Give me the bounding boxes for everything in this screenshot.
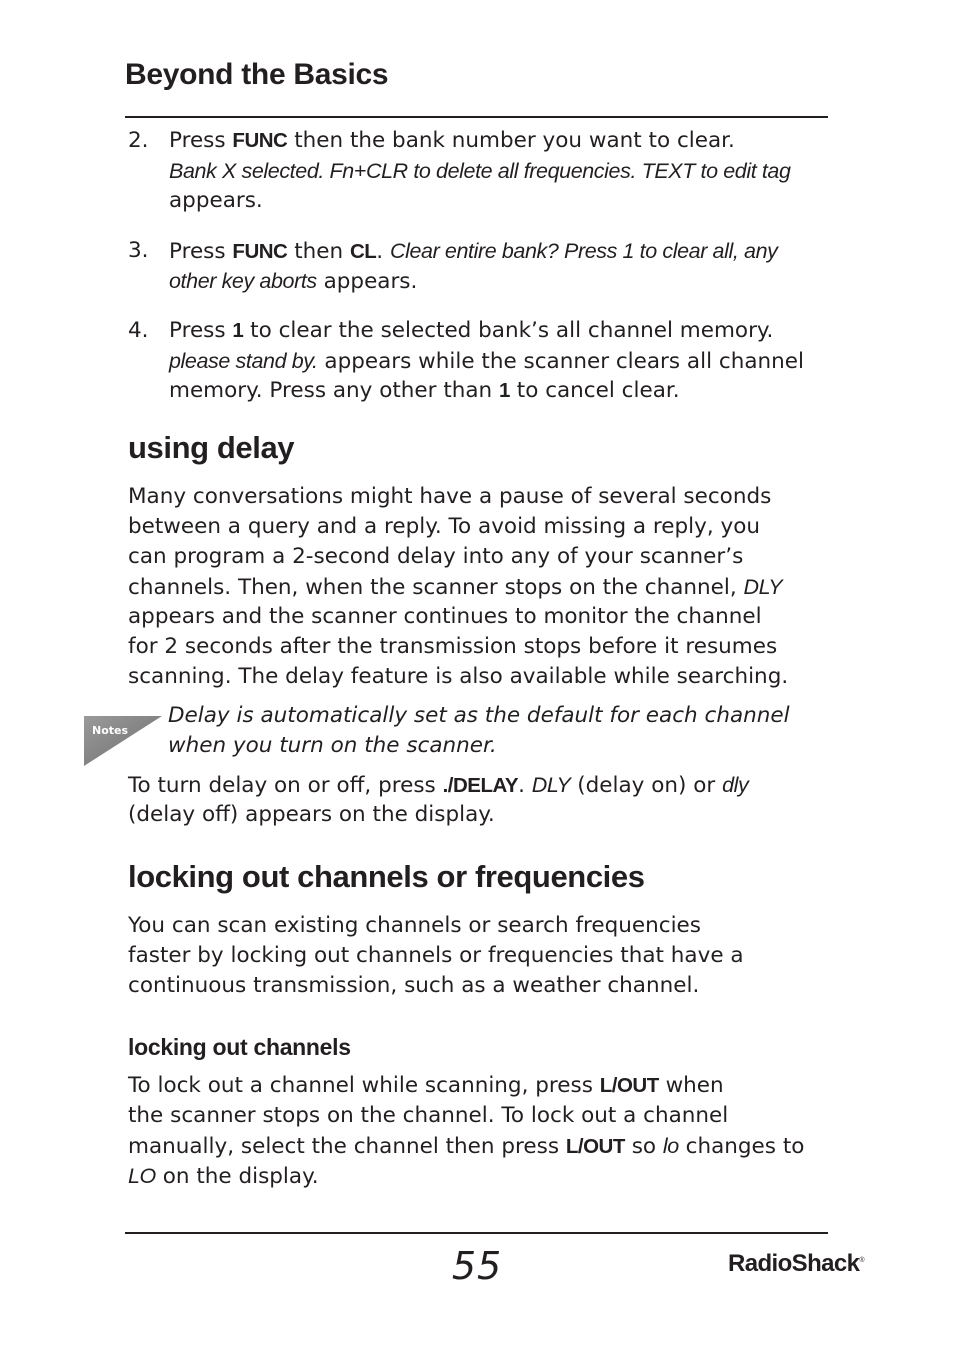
display-message: dly <box>722 773 749 797</box>
page-number: 55 <box>451 1244 503 1288</box>
step-number: 3. <box>128 238 149 263</box>
key-func: FUNC <box>232 240 288 263</box>
paragraph-line: the scanner stops on the channel. To lock out a channel <box>128 1103 729 1128</box>
display-message: DLY <box>743 575 783 599</box>
paragraph-text: . <box>518 773 532 798</box>
paragraph-text: (delay on) or <box>570 773 723 798</box>
paragraph-line: (delay off) appears on the display. <box>128 802 495 827</box>
step-text: memory. Press any other than <box>169 378 500 403</box>
display-message: lo <box>662 1134 679 1158</box>
key-lout: L/OUT <box>565 1135 625 1158</box>
display-message: Bank X selected. Fn+CLR to delete all frequencies. TEXT to edit tag <box>169 159 791 183</box>
step-text: . <box>376 239 390 264</box>
paragraph-text: changes to <box>678 1134 805 1159</box>
step-text: appears. <box>169 188 263 213</box>
paragraph-line: faster by locking out channels or frequencies that have a <box>128 943 744 968</box>
step-number: 4. <box>128 318 149 343</box>
paragraph-line: Many conversations might have a pause of several seconds <box>128 484 772 509</box>
note-text <box>168 701 838 761</box>
display-message: Clear entire bank? Press 1 to clear all, any <box>389 239 778 263</box>
paragraph-text: when <box>658 1073 724 1098</box>
paragraph-line: scanning. The delay feature is also available while searching. <box>128 664 789 689</box>
footer-rule <box>125 1232 828 1234</box>
note-line: Delay is automatically set as the default for each channel <box>168 703 790 728</box>
key-func: FUNC <box>232 129 288 152</box>
step-text: then <box>287 239 350 264</box>
header-rule <box>125 116 828 118</box>
display-message: please stand by. <box>169 349 318 373</box>
paragraph-text: manually, select the channel then press <box>128 1134 566 1159</box>
step-text: to clear the selected bank’s all channel memory. <box>243 318 774 343</box>
paragraph-line: You can scan existing channels or search frequencies <box>128 913 701 938</box>
paragraph-line: continuous transmission, such as a weather channel. <box>128 973 700 998</box>
paragraph-text: so <box>624 1134 663 1159</box>
paragraph-line: between a query and a reply. To avoid missing a reply, you <box>128 514 761 539</box>
delay-toggle-paragraph <box>128 770 838 830</box>
heading-locking-out: locking out channels or frequencies <box>128 859 645 894</box>
paragraph-line: can program a 2-second delay into any of your scanner’s <box>128 544 744 569</box>
key-cl: CL <box>349 240 377 263</box>
subheading-locking-out-channels: locking out channels <box>128 1034 351 1060</box>
key-lout: L/OUT <box>599 1074 659 1097</box>
brand-logo <box>728 1250 864 1278</box>
paragraph-line: for 2 seconds after the transmission stops before it resumes <box>128 634 778 659</box>
paragraph-text: on the display. <box>155 1164 319 1189</box>
heading-using-delay: using delay <box>128 430 295 465</box>
section-title: Beyond the Basics <box>125 58 389 91</box>
step-text: Press <box>169 239 233 264</box>
paragraph-text: channels. Then, when the scanner stops on the channel, <box>128 575 744 600</box>
key-1: 1 <box>232 319 244 342</box>
lockout-paragraph <box>128 911 838 1001</box>
paragraph-line: appears and the scanner continues to monitor the channel <box>128 604 762 629</box>
step-number: 2. <box>128 128 149 153</box>
lockout-channels-paragraph <box>128 1071 838 1191</box>
registered-mark: ® <box>859 1257 864 1264</box>
note-line: when you turn on the scanner. <box>168 733 497 758</box>
display-message: DLY <box>531 773 571 797</box>
step-text: to cancel clear. <box>509 378 680 403</box>
notes-label: Notes <box>92 724 129 737</box>
step-text: appears while the scanner clears all channel <box>317 349 804 374</box>
notes-icon <box>84 716 162 768</box>
step-text: Press <box>169 128 233 153</box>
step-text: then the bank number you want to clear. <box>287 128 735 153</box>
display-message: LO <box>128 1164 156 1188</box>
delay-paragraph <box>128 482 838 692</box>
paragraph-text: To turn delay on or off, press <box>128 773 443 798</box>
key-1: 1 <box>499 379 510 402</box>
brand-name: RadioShack <box>728 1250 860 1277</box>
display-message: other key aborts <box>169 269 317 293</box>
paragraph-text: To lock out a channel while scanning, press <box>128 1073 600 1098</box>
step-text: Press <box>169 318 233 343</box>
key-delay: ./DELAY <box>442 774 519 797</box>
step-text: appears. <box>316 269 418 294</box>
